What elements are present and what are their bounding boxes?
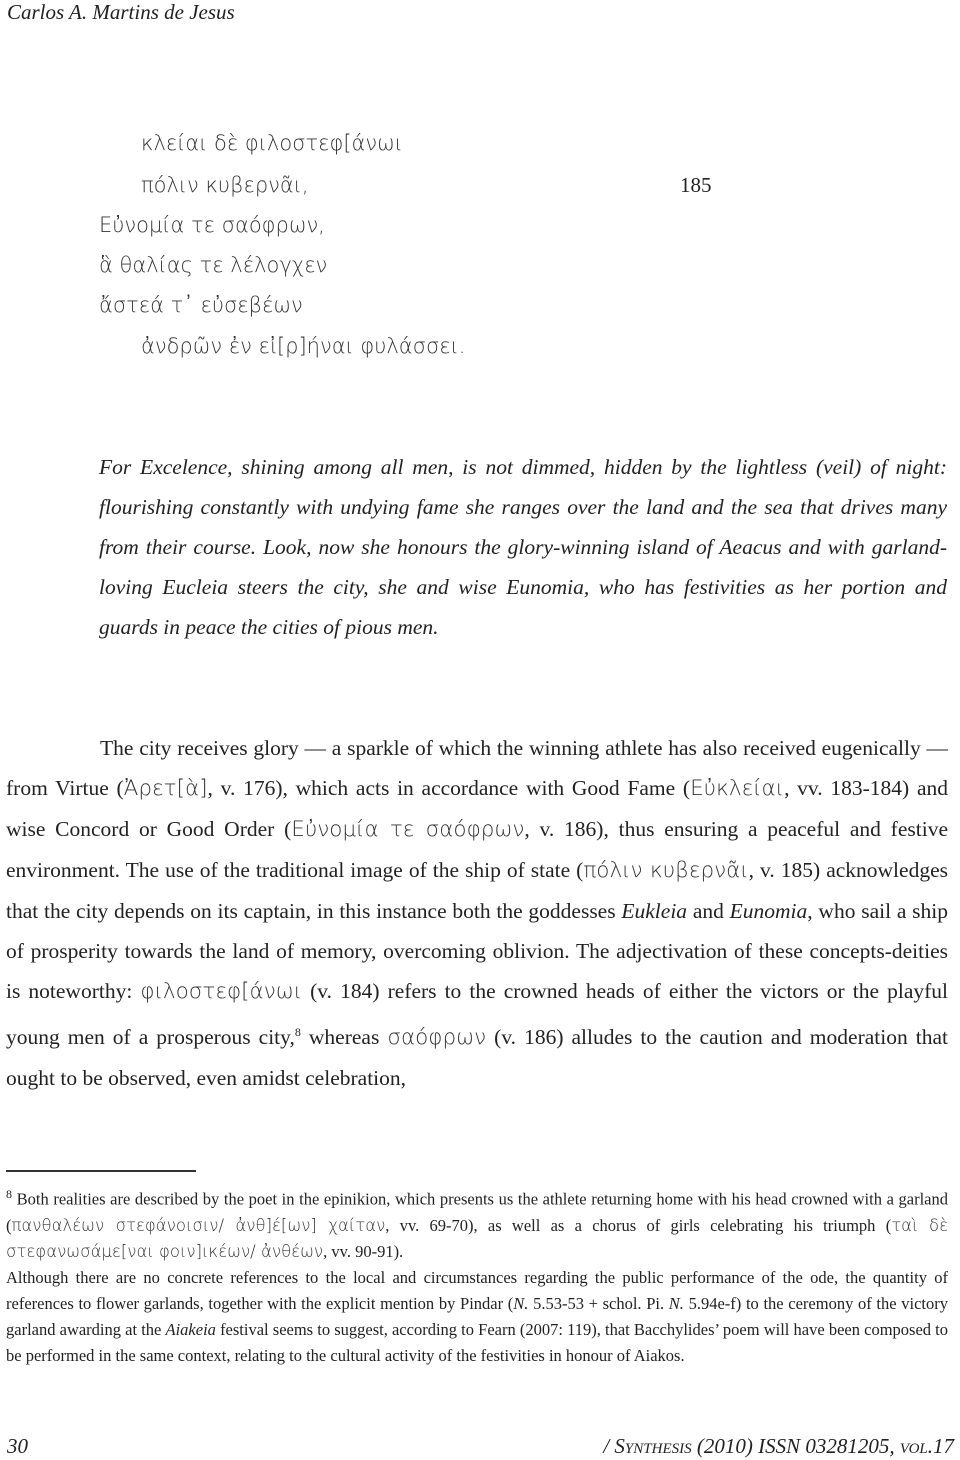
greek-quote: Ἀρετ[ὰ] xyxy=(123,776,208,801)
italic-term: Eunomia xyxy=(729,899,808,923)
verse-line-number: 185 xyxy=(680,173,712,197)
greek-quote: Εὐνομία τε σαόφρων xyxy=(291,817,525,842)
footnote-separator xyxy=(6,1170,196,1172)
body-paragraph: The city receives glory — a sparkle of which the winning athlete has also received eugenically — from Virtue (Ἀρετ[ὰ], v. 176), which acts in accordance with Good Fame (Εὐκλείαι, vv. 183-184) and wise Concord or Good Order (Εὐνομία τε σαόφρων, v. 186), thus ensuring a peaceful and festive environment. The use of the traditional image of the ship of state (πόλιν κυβερνᾶι, v. 185) acknowledges that the city depends on its captain, in this instance both the goddesses Eukleia and Eunomia, who sail a ship of prosperity towards the land of memory, overcoming oblivion. The adjectivation of these concepts-deities is noteworthy: φιλοστεφ[άνωι (v. 184) refers to the crowned heads of either the victors or the playful young men of a prosperous city,$^8$ whereas σαόφρων (v. 186) alludes to the caution and moderation that ought to be observed, even amidst celebration, xyxy=(6,736,948,1091)
footnote-marker: 8 xyxy=(6,1187,12,1201)
greek-quote: σαόφρων xyxy=(387,1025,487,1051)
greek-quote: ταὶ δὲ στεφανωσάμε[ναι φοιν]ικέων/ ἀνθέων xyxy=(6,1215,949,1261)
greek-quote: πανθαλέων στεφάνοισιν/ ἀνθ]έ[ων] χαίταν xyxy=(11,1215,386,1235)
poem-line: ἃ θαλίας τε λέλογχεν xyxy=(99,253,328,277)
greek-quote: Εὐκλείαι xyxy=(690,776,785,801)
poem-line: πόλιν κυβερνᾶι, xyxy=(141,173,309,197)
italic-term: Eukleia xyxy=(621,899,688,923)
poem-line: ἀνδρῶν ἐν εἰ[ρ]ήναι φυλάσσει. xyxy=(141,334,466,358)
translation-paragraph: For Excelence, shining among all men, is not dimmed, hidden by the lightless (veil) of night: flourishing constantly with undying fame she ranges over the land and the sea that drives many from their course. Look, now she honours the glory-winning island of Aeacus and with garland-loving Eucleia steers the city, she and wise Eunomia, who has festivities as her portion and guards in peace the cities of pious men. xyxy=(99,455,947,639)
footnote-paragraph: Although there are no concrete references to the local and circumstances regarding the public performance of the ode, the quantity of references to flower garlands, together with the explicit mention by Pindar (N. 5.53-53 + schol. Pi. N. 5.94e-f) to the ceremony of the victory garland awarding at the Aiakeia festival seems to suggest, according to Fearn (2007: 119), that Bacchylides’ poem will have been composed to be performed in the same context, relating to the cultural activity of the festivities in honour of Aiakos. xyxy=(6,1267,948,1365)
poem-line: ἄστεά τ᾽ εὐσεβέων xyxy=(99,293,303,317)
greek-quote: πόλιν κυβερνᾶι xyxy=(583,858,749,883)
greek-quote: φιλοστεφ[άνωι xyxy=(140,979,303,1004)
page-number: 30 xyxy=(7,1434,28,1458)
footnote xyxy=(6,1181,948,1369)
journal-footer: / Synthesis (2010) ISSN 03281205, vol.17 xyxy=(603,1434,954,1458)
footnote-paragraph: $^8$ Both realities are described by the poet in the epinikion, which presents us the athlete returning home with his head crowned with a garland (πανθαλέων στεφάνοισιν/ ἀνθ]έ[ων] χαίταν, vv. 69-70), as well as a chorus of girls celebrating his triumph (ταὶ δὲ στεφανωσάμε[ναι φοιν]ικέων/ ἀνθέων, vv. 90-91). xyxy=(6,1187,949,1261)
running-header-author: Carlos A. Martins de Jesus xyxy=(7,0,235,24)
poem-line: Εὐνομία τε σαόφρων, xyxy=(99,213,325,237)
poem-line: κλείαι δὲ φιλοστεφ[άνωι xyxy=(141,131,403,155)
body-text xyxy=(6,728,948,1098)
footnote-reference[interactable]: 8 xyxy=(294,1025,301,1039)
